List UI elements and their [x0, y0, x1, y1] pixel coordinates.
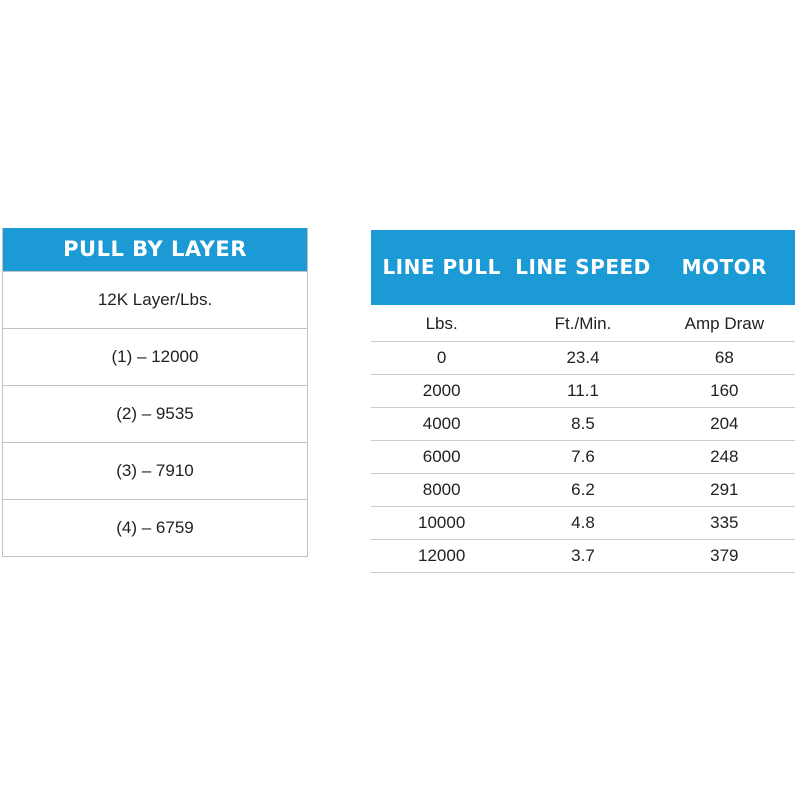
cell-line-speed: 6.2 — [512, 474, 653, 507]
right-table-body — [371, 305, 795, 573]
cell-motor: 335 — [654, 507, 795, 540]
cell-line-pull: 10000 — [371, 507, 512, 540]
column-header-line-pull: LINE PULL — [382, 254, 501, 279]
table-row — [371, 540, 795, 573]
pull-by-layer-subtitle: 12K Layer/Lbs. — [3, 271, 307, 328]
cell-motor: 160 — [654, 375, 795, 408]
cell-motor: 248 — [654, 441, 795, 474]
cell-line-speed: 8.5 — [512, 408, 653, 441]
units-row — [371, 305, 795, 342]
cell-line-pull: 2000 — [371, 375, 512, 408]
cell-line-speed: 4.8 — [512, 507, 653, 540]
cell-line-speed: 23.4 — [512, 342, 653, 375]
table-row — [371, 474, 795, 507]
line-pull-speed-motor-table — [371, 230, 795, 573]
cell-line-pull: 12000 — [371, 540, 512, 573]
pull-by-layer-title: PULL BY LAYER — [3, 228, 307, 271]
cell-line-speed: 3.7 — [512, 540, 653, 573]
cell-motor: 291 — [654, 474, 795, 507]
cell-line-speed: 11.1 — [512, 375, 653, 408]
table-row — [371, 441, 795, 474]
cell-line-pull: 0 — [371, 342, 512, 375]
cell-line-pull: 6000 — [371, 441, 512, 474]
cell-line-pull: 4000 — [371, 408, 512, 441]
table-row — [371, 342, 795, 375]
pull-by-layer-table — [2, 228, 308, 557]
cell-motor: 379 — [654, 540, 795, 573]
right-table-header — [371, 230, 795, 305]
cell-motor: 204 — [654, 408, 795, 441]
unit-line-pull: Lbs. — [371, 305, 512, 342]
cell-line-pull: 8000 — [371, 474, 512, 507]
table-row — [371, 375, 795, 408]
table-row — [371, 507, 795, 540]
unit-line-speed: Ft./Min. — [512, 305, 653, 342]
cell-line-speed: 7.6 — [512, 441, 653, 474]
table-row: (2) – 9535 — [3, 385, 307, 442]
column-header-motor: MOTOR — [681, 254, 768, 279]
table-row: (4) – 6759 — [3, 499, 307, 556]
cell-motor: 68 — [654, 342, 795, 375]
table-row: (1) – 12000 — [3, 328, 307, 385]
table-row — [371, 408, 795, 441]
table-row: (3) – 7910 — [3, 442, 307, 499]
unit-motor: Amp Draw — [654, 305, 795, 342]
column-header-line-speed: LINE SPEED — [515, 254, 651, 279]
